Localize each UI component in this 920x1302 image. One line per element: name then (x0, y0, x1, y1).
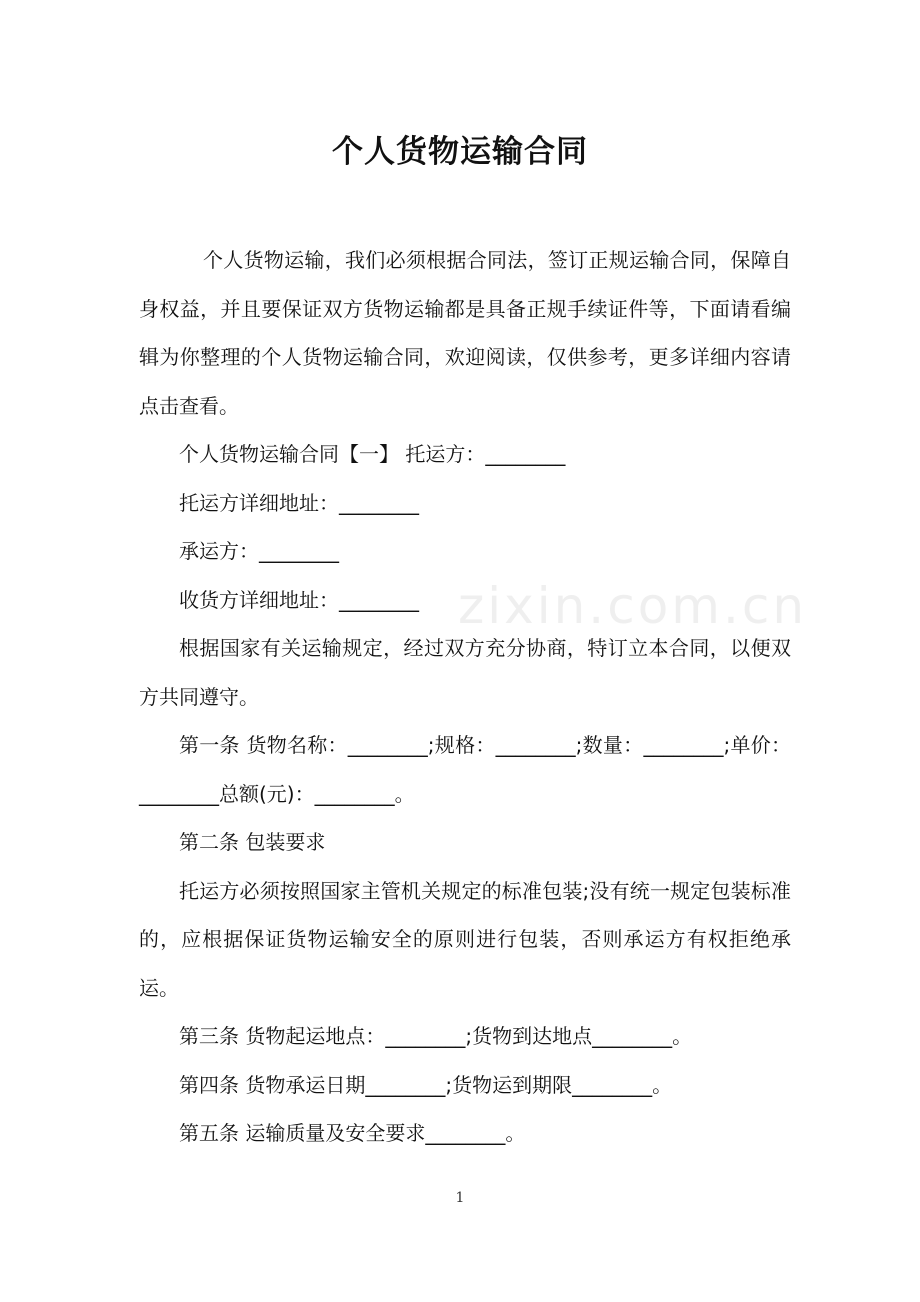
article-4: 第四条 货物承运日期________;货物运到期限________。 (179, 1072, 673, 1097)
carrier: 承运方：________ (179, 539, 339, 563)
article-2-body: 托运方必须按照国家主管机关规定的标准包装;没有统一规定包装标准的，应根据保证货物运输安全的原则进行包装，否则承运方有权拒绝承运。 (139, 878, 791, 1000)
article-3: 第三条 货物起运地点：________;货物到达地点________。 (179, 1024, 693, 1048)
article-2-title: 第二条 包装要求 (179, 830, 326, 854)
document-title: 个人货物运输合同 (332, 134, 588, 170)
shipper-address: 托运方详细地址：________ (179, 490, 419, 515)
article-5: 第五条 运输质量及安全要求________。 (179, 1121, 526, 1145)
contract-heading-shipper: 个人货物运输合同【一】 托运方：________ (179, 442, 566, 466)
intro-paragraph: 个人货物运输，我们必须根据合同法，签订正规运输合同，保障自身权益，并且要保证双方货物运输都是具备正规手续证件等，下面请看编辑为你整理的个人货物运输合同，欢迎阅读，仅供参考，更多详细内容请点击查看。 (139, 248, 791, 418)
consignee-address: 收货方详细地址：________ (179, 587, 419, 612)
article-1: 第一条 货物名称：________;规格：________;数量：________;单价：________总额(元)：________。 (139, 733, 791, 806)
page-number: 1 (455, 1190, 465, 1206)
document-body (139, 236, 791, 1158)
watermark-text: zixin.com.cn (458, 577, 808, 635)
agreement-paragraph: 根据国家有关运输规定，经过双方充分协商，特订立本合同，以便双方共同遵守。 (139, 636, 791, 709)
